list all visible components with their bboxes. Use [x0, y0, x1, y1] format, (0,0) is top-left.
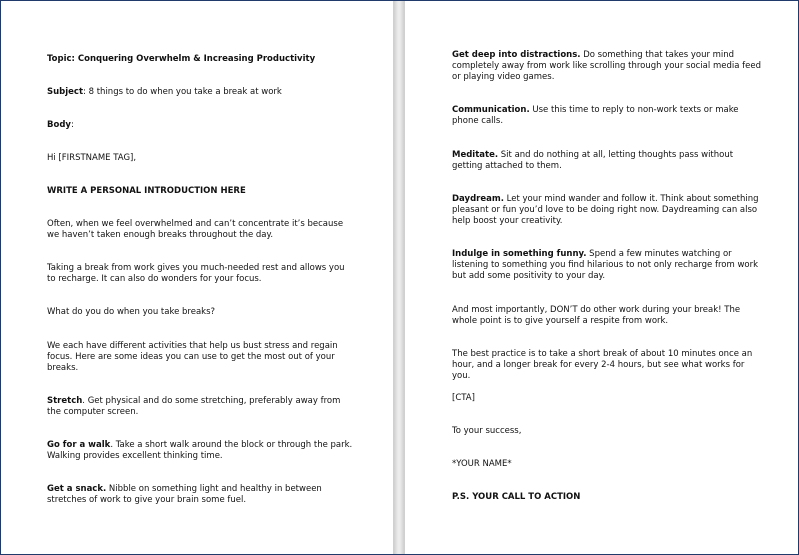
cta-placeholder: [CTA] — [452, 393, 475, 403]
paragraph-best-practice: The best practice is to take a short break of about 10 minutes once an hour, and a longer break for every 2-4 hours, but see what works for you. — [452, 349, 753, 381]
tip-funny: Indulge in something funny. Spend a few minutes watching or listening to something you find hilarious to not only recharge from work but add some positivity to your day. — [452, 249, 759, 281]
greeting: Hi [FIRSTNAME TAG], — [47, 153, 137, 163]
tip-snack: Get a snack. Nibble on something light and healthy in between stretches of work to give your brain some fuel. — [47, 484, 322, 505]
paragraph-important: And most importantly, DON’T do other work during your break! The whole point is to give yourself a respite from work. — [452, 305, 741, 326]
tip-walk: Go for a walk. Take a short walk around the block or through the park. Walking provides excellent thinking time. — [47, 440, 353, 461]
tip-communication: Communication. Use this time to reply to non-work texts or make phone calls. — [452, 105, 739, 126]
tip-stretch: Stretch. Get physical and do some stretching, preferably away from the computer screen. — [47, 396, 341, 417]
subject-text: : 8 things to do when you take a break at work — [83, 87, 282, 97]
body-line: Body: — [47, 120, 74, 130]
topic-line: Topic: Conquering Overwhelm & Increasing Productivity — [47, 54, 316, 64]
paragraph-question: What do you do when you take breaks? — [47, 307, 216, 317]
paragraph-overwhelm: Often, when we feel overwhelmed and can’t concentrate it’s because we haven’t taken enough breaks throughout the day. — [47, 219, 344, 240]
right-page — [404, 1, 799, 554]
tip-meditate: Meditate. Sit and do nothing at all, letting thoughts pass without getting attached to them. — [452, 150, 734, 171]
subject-label: Subject — [47, 87, 84, 97]
body-label: Body — [47, 120, 71, 130]
page-gutter — [394, 1, 404, 554]
subject-line — [47, 87, 353, 98]
tip-daydream: Daydream. Let your mind wander and follow it. Think about something pleasant or fun you’d love to be doing right now. Daydreaming can also help boost your creativity. — [452, 194, 759, 226]
left-page — [1, 1, 394, 554]
tip-distractions: Get deep into distractions. Do something that takes your mind completely away from work like scrolling through your social media feed or playing video games. — [452, 50, 761, 82]
paragraph-ideas: We each have different activities that help us bust stress and regain focus. Here are some ideas you can use to get the most out of your breaks. — [47, 341, 338, 373]
intro-placeholder: WRITE A PERSONAL INTRODUCTION HERE — [47, 186, 246, 196]
paragraph-break-benefits: Taking a break from work gives you much-needed rest and allows you to recharge. It can also do wonders for your focus. — [47, 263, 345, 284]
your-name-placeholder: *YOUR NAME* — [452, 459, 512, 469]
signoff: To your success, — [452, 426, 522, 436]
ps-line: P.S. YOUR CALL TO ACTION — [452, 492, 581, 502]
